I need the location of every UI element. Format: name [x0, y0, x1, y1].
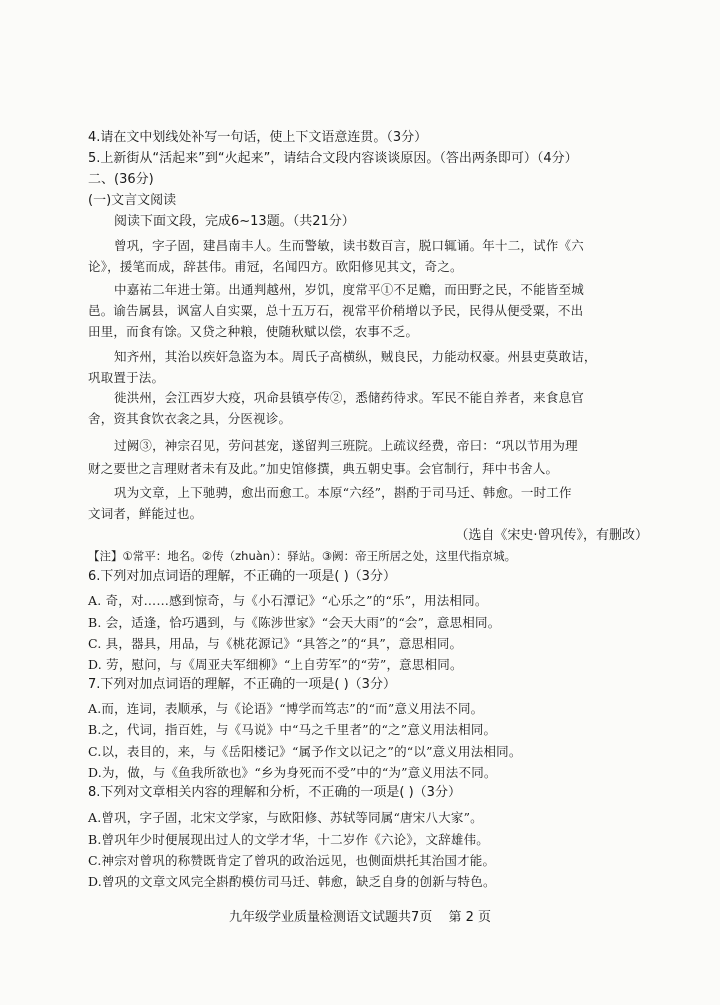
passage-line: 文词者，鲜能过也。	[88, 506, 203, 521]
question-8-option: D.曾巩的文章文风完全斟酌模仿司马迁、韩愈，缺乏自身的创新与特色。	[88, 874, 496, 889]
question-6-option: D. 劳，慰问，与《周亚夫军细柳》“上自劳军”的“劳”，意思相同。	[88, 657, 463, 672]
passage-line: 知齐州，其治以疾奸急盗为本。周氏子高横纵，贼良民，力能动权豪。州县吏莫敢诘，	[114, 349, 597, 364]
question-7-option: D.为，做，与《鱼我所欲也》“乡为身死而不受”中的“为”意义用法不同。	[88, 765, 497, 780]
question-7-option: B.之，代词，指百姓，与《马说》中“马之千里者”的“之”意义用法相同。	[88, 722, 497, 737]
question-7-option: C.以，表目的，来，与《岳阳楼记》“属予作文以记之”的“以”意义用法相同。	[88, 744, 522, 759]
passage-line: 巩取置于法。	[88, 370, 165, 385]
passage-source: （选自《宋史·曾巩传》，有删改）	[455, 528, 648, 543]
question-8-stem: 8.下列对文章相关内容的理解和分析，不正确的一项是( )（3分）	[88, 785, 461, 800]
question-6-option: B. 会，适逢，恰巧遇到，与《陈涉世家》“会天大雨”的“会”，意思相同。	[88, 615, 501, 630]
passage-line: 中嘉祐二年进士第。出通判越州，岁饥，度常平①不足赡，而田野之民，不能皆至城	[114, 282, 584, 297]
passage-line: 财之要世之言理财者未有及此。”加史馆修撰，典五朝史事。会官制行，拜中书舍人。	[88, 461, 559, 476]
footnote: 【注】①常平：地名。②传（zhuàn）：驿站。③阙：帝王所居之处，这里代指京城。	[88, 549, 517, 563]
question-6-option: A. 奇，对……感到惊奇，与《小石潭记》“心乐之”的“乐”，用法相同。	[88, 593, 488, 608]
question-6-stem: 6.下列对加点词语的理解，不正确的一项是( )（3分）	[88, 569, 396, 584]
section-subtitle: (一)文言文阅读	[88, 193, 177, 208]
question-7-stem: 7.下列对加点词语的理解，不正确的一项是( )（3分）	[88, 677, 396, 692]
passage-line: 徙洪州，会江西岁大疫，巩命县镇亭传②，悉储药待求。军民不能自养者，来食息官	[114, 390, 584, 405]
passage-line: 过阙③，神宗召见，劳问甚宠，遂留判三班院。上疏议经费，帝曰：“巩以节用为理	[114, 438, 578, 453]
passage-line: 舍，资其食饮衣衾之具，分医视诊。	[88, 411, 292, 426]
question-7-option: A.而，连词，表顺承，与《论语》“博学而笃志”的“而”意义用法不同。	[88, 701, 484, 716]
section-title: 二、(36分)	[88, 172, 154, 187]
passage-line: 田里，而食有馀。又贷之种粮，使随秋赋以偿，农事不乏。	[88, 324, 419, 339]
question-8-option: C.神宗对曾巩的称赞既肯定了曾巩的政治远见，也侧面烘托其治国才能。	[88, 853, 496, 868]
passage-line: 邑。谕告属县，讽富人自实粟，总十五万石，视常平价稍增以予民，民得从便受粟，不出	[88, 303, 584, 318]
question-5: 5.上新街从“活起来”到“火起来”，请结合文段内容谈谈原因。（答出两条即可）（4分）	[88, 151, 578, 166]
reading-instruction: 阅读下面文段，完成6~13题。（共21分）	[114, 214, 355, 229]
passage-line: 论》，援笔而成，辞甚伟。甫冠，名闻四方。欧阳修见其文，奇之。	[88, 259, 463, 274]
question-6-option: C. 具，器具，用品，与《桃花源记》“具答之”的“具”，意思相同。	[88, 636, 463, 651]
page-number: 第 2 页	[448, 910, 491, 925]
question-4: 4.请在文中划线处补写一句话，使上下文语意连贯。（3分）	[88, 130, 428, 145]
passage-line: 巩为文章，上下驰骋，愈出而愈工。本原“六经”，斟酌于司马迁、韩愈。一时工作	[114, 485, 572, 500]
question-8-option: B.曾巩年少时便展现出过人的文学才华，十二岁作《六论》，文辞雄伟。	[88, 832, 490, 847]
question-8-option: A.曾巩，字子固，北宋文学家，与欧阳修、苏轼等同属“唐宋八大家”。	[88, 810, 483, 825]
exam-title: 九年级学业质量检测语文试题共7页	[229, 910, 433, 925]
passage-line: 曾巩，字子固，建昌南丰人。生而警敏，读书数百言，脱口辄诵。年十二，试作《六	[114, 238, 584, 253]
page-footer	[0, 908, 720, 928]
